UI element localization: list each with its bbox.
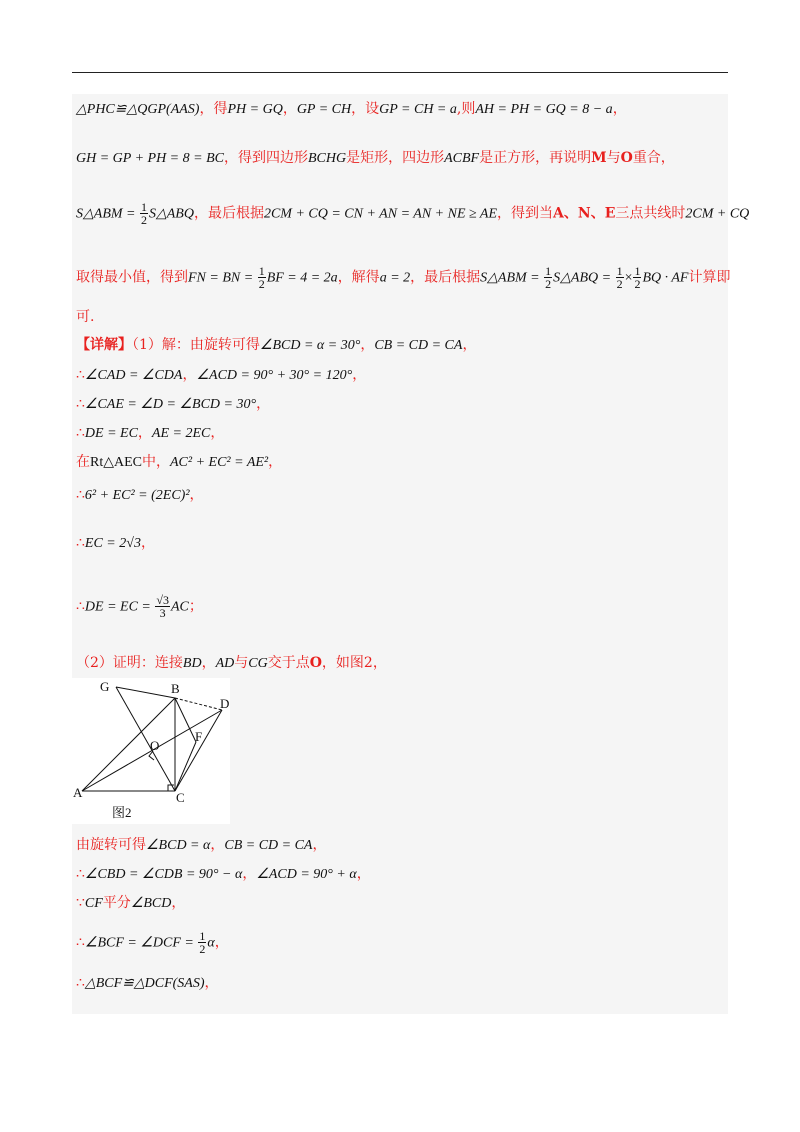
math-run: BF = 4 = 2a xyxy=(266,270,338,286)
math-run: ∠BCD = α xyxy=(146,838,211,853)
fraction-denominator: 2 xyxy=(545,277,552,291)
text-line-11 xyxy=(76,486,728,505)
math-run: Rt△AEC xyxy=(90,455,142,470)
math-run: ∠ACD = 90° + 30° = 120° xyxy=(196,368,353,383)
text-run: ，最后根据 xyxy=(193,205,264,222)
math-run: 2CM + CQ = CN + AN = AN + NE ≥ AE xyxy=(263,206,498,222)
text-run: ， xyxy=(282,101,297,117)
text-run: ； xyxy=(188,598,203,615)
text-line-16 xyxy=(76,865,728,884)
text-run: 取得最小值，得到 xyxy=(76,269,188,286)
text-run: ∴ xyxy=(76,598,85,615)
text-run: ∴ xyxy=(76,535,85,551)
math-run: DE = EC = xyxy=(84,599,155,615)
text-run: 交于点 xyxy=(267,655,310,671)
fraction-denominator: 2 xyxy=(634,277,641,291)
text-run: ， xyxy=(360,337,375,353)
math-run: S△ABM = xyxy=(76,206,139,222)
fraction-denominator: 2 xyxy=(616,277,623,291)
fraction-numerator: 1 xyxy=(140,200,147,214)
text-run: ， xyxy=(140,535,155,551)
math-run: FN = BN = xyxy=(188,270,257,286)
text-run: 与 xyxy=(606,150,621,166)
label-d: D xyxy=(220,696,230,711)
text-run: ∴ xyxy=(76,975,85,991)
text-run: ， xyxy=(210,425,225,441)
text-line-14 xyxy=(76,654,728,673)
text-run: ∴ xyxy=(76,425,85,441)
text-line-10 xyxy=(76,453,728,472)
text-line-2 xyxy=(76,149,728,168)
math-run: EC = 2√3 xyxy=(84,536,141,551)
text-run: ， xyxy=(256,396,271,412)
text-line-8 xyxy=(76,395,728,414)
text-run: ∵ xyxy=(76,895,85,911)
text-run: （1）解：由旋转可得 xyxy=(132,337,260,353)
label-o: O xyxy=(150,738,160,753)
math-run: BCHG xyxy=(307,151,347,166)
text-line-4 xyxy=(76,264,731,291)
label-g: G xyxy=(100,679,110,694)
text-run: ∴ xyxy=(76,396,85,412)
math-run: DE = EC xyxy=(84,426,138,441)
text-run: ， xyxy=(182,367,197,383)
text-run: 计算即 xyxy=(688,269,731,286)
math-run: α xyxy=(207,935,215,951)
text-run: 平分 xyxy=(102,895,131,911)
text-run: ， xyxy=(352,367,367,383)
text-line-5 xyxy=(76,308,728,326)
math-run: AD xyxy=(215,656,235,671)
math-run: ∠CAE = ∠D = ∠BCD = 30° xyxy=(84,397,257,412)
fraction xyxy=(258,265,266,290)
math-run: △BCF≌△DCF(SAS) xyxy=(84,976,205,991)
math-run: AC² + EC² = AE² xyxy=(170,455,269,470)
text-run: ， xyxy=(612,101,627,117)
text-line-7 xyxy=(76,366,728,385)
text-line-19 xyxy=(76,974,728,993)
label-b: B xyxy=(171,681,180,696)
text-line-6 xyxy=(76,336,728,355)
text-run: ，得到四边形 xyxy=(223,150,308,166)
text-run: ， xyxy=(201,655,216,671)
text-line-3 xyxy=(76,200,750,227)
fraction-denominator: 2 xyxy=(199,942,206,956)
text-run: M xyxy=(591,150,607,166)
fraction xyxy=(544,265,552,290)
text-run: ， xyxy=(210,837,225,853)
text-line-18 xyxy=(76,930,728,955)
text-run: ， xyxy=(268,454,283,470)
fraction-denominator: 3 xyxy=(159,606,166,620)
math-run: BD xyxy=(182,656,202,671)
math-run: ∠BCD = α = 30° xyxy=(259,338,361,353)
text-run: ，设 xyxy=(351,101,380,117)
math-run: 2CM + CQ xyxy=(685,206,750,222)
fraction-numerator: 1 xyxy=(634,264,641,278)
text-run: ∴ xyxy=(76,934,85,951)
text-line-1 xyxy=(76,100,728,119)
fraction-numerator: 1 xyxy=(545,264,552,278)
math-run: ∠ACD = 90° + α xyxy=(256,867,357,882)
text-run: ， xyxy=(189,487,204,503)
text-run: ， xyxy=(242,866,257,882)
math-run: GP = CH = a xyxy=(379,102,457,117)
text-run: ,则 xyxy=(456,101,476,117)
text-run: ， xyxy=(204,975,219,991)
math-run: BQ · AF xyxy=(642,270,689,286)
text-run: ， xyxy=(462,337,477,353)
text-run: ， xyxy=(137,425,152,441)
text-run: 三点共线时 xyxy=(615,205,686,222)
label-c: C xyxy=(176,790,185,805)
text-run: ， xyxy=(214,934,229,951)
text-line-12 xyxy=(76,534,728,553)
text-run: A、N、E xyxy=(553,205,616,222)
math-run: ∠BCD xyxy=(130,896,172,911)
fraction xyxy=(616,265,624,290)
math-run: GP = CH xyxy=(296,102,352,117)
math-run: S△ABQ = xyxy=(553,270,615,286)
fraction-numerator: 1 xyxy=(258,264,265,278)
text-run: ，最后根据 xyxy=(410,269,481,286)
text-run: 是矩形，四边形 xyxy=(346,150,445,166)
text-run: ∴ xyxy=(76,866,85,882)
math-run: CB = CD = CA xyxy=(374,338,463,353)
math-run: AH = PH = GQ = 8 − a xyxy=(475,102,613,117)
text-run: ∴ xyxy=(76,367,85,383)
fraction-numerator: 1 xyxy=(616,264,623,278)
math-run: AE = 2EC xyxy=(151,426,211,441)
text-run: ，解得 xyxy=(337,269,380,286)
header-rule xyxy=(72,72,728,73)
text-run: ，得到当 xyxy=(497,205,554,222)
math-run: S△ABQ xyxy=(148,206,194,222)
geometry-figure-2 xyxy=(72,678,230,824)
text-run: （2）证明：连接 xyxy=(76,655,183,671)
text-run: 【详解】 xyxy=(76,337,132,353)
fraction xyxy=(155,594,170,619)
math-run: CB = CD = CA xyxy=(224,838,313,853)
text-run: O xyxy=(620,150,633,166)
math-run: 6² + EC² = (2EC)² xyxy=(84,488,190,503)
math-run: CG xyxy=(248,656,268,671)
math-run: AC xyxy=(170,599,189,615)
text-run: ， xyxy=(171,895,186,911)
text-run: 在 xyxy=(76,454,90,470)
fraction-numerator: 1 xyxy=(199,929,206,943)
text-run: 可. xyxy=(76,309,95,325)
math-run: CF xyxy=(84,896,103,911)
text-line-13 xyxy=(76,594,728,619)
text-run: ， xyxy=(356,866,371,882)
text-run: O xyxy=(309,655,322,671)
math-run: ACBF xyxy=(444,151,480,166)
label-f: F xyxy=(195,729,203,744)
figure-2-diagram xyxy=(72,678,230,824)
fraction-denominator: 2 xyxy=(140,213,147,227)
text-run: 重合， xyxy=(632,150,675,166)
fraction xyxy=(198,930,206,955)
text-run: 是正方形，再说明 xyxy=(479,150,592,166)
text-run: ，得 xyxy=(199,101,228,117)
text-run: 由旋转可得 xyxy=(76,837,146,853)
label-a: A xyxy=(73,785,83,800)
text-run: ，如图2， xyxy=(321,655,387,671)
text-run: 与 xyxy=(234,655,249,671)
math-run: PH = GQ xyxy=(227,102,283,117)
math-run: ∠BCF = ∠DCF = xyxy=(84,935,198,951)
fraction xyxy=(140,201,148,226)
fraction-denominator: 2 xyxy=(258,277,265,291)
fraction-numerator: √3 xyxy=(156,593,169,607)
solution-panel xyxy=(72,94,750,1014)
text-line-15 xyxy=(76,836,728,855)
math-run: △PHC≌△QGP(AAS) xyxy=(76,102,200,117)
text-run: 中， xyxy=(142,454,170,470)
math-run: a = 2 xyxy=(379,270,411,286)
text-line-9 xyxy=(76,424,728,443)
figure-caption: 图2 xyxy=(112,805,132,820)
text-line-17 xyxy=(76,894,728,913)
math-run: GH = GP + PH = 8 = BC xyxy=(76,151,224,166)
math-run: S△ABM = xyxy=(480,270,544,286)
math-run: ∠CBD = ∠CDB = 90° − α xyxy=(84,867,243,882)
fraction xyxy=(633,265,641,290)
text-run: ， xyxy=(312,837,327,853)
math-run: × xyxy=(624,270,633,286)
text-run: ∴ xyxy=(76,487,85,503)
math-run: ∠CAD = ∠CDA xyxy=(84,368,183,383)
